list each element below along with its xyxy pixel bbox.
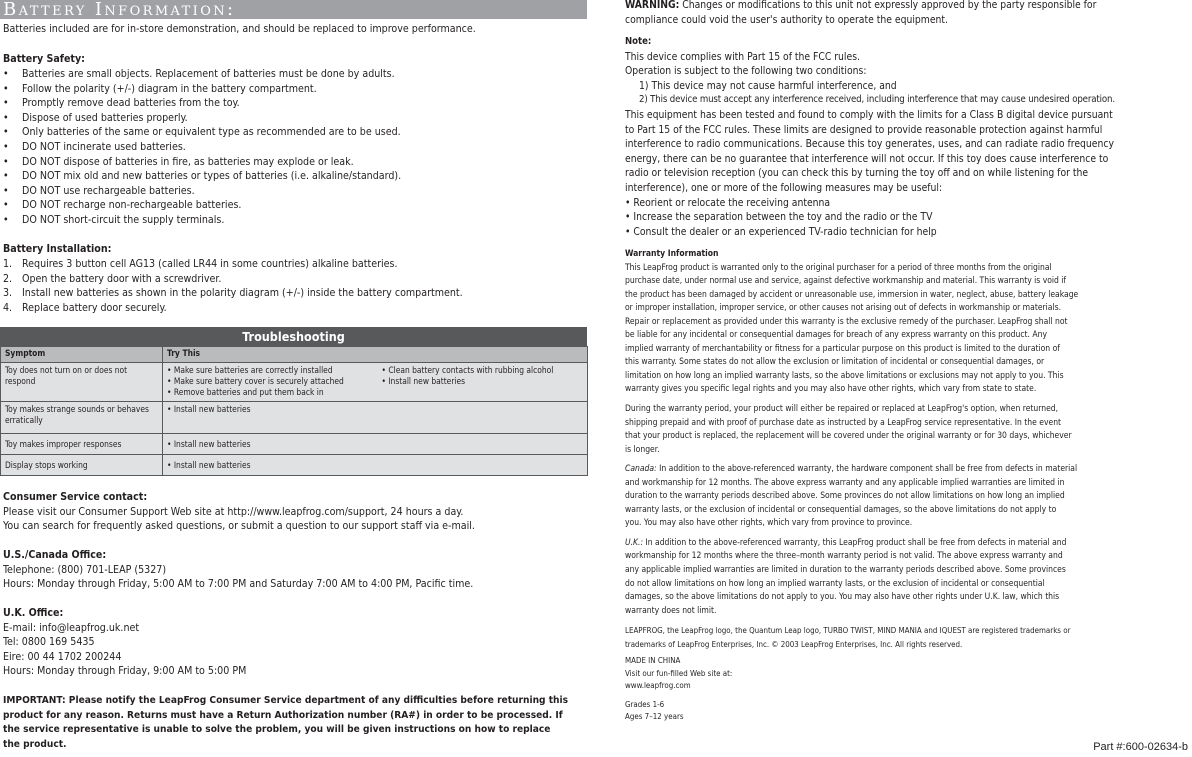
fix-cell: • Install new batteries bbox=[163, 455, 588, 476]
fcc-note: Note: This device complies with Part 15 of the FCC rules. Operation is subject to the following two conditions: 1) This device may not cause harmful interference, and 2) This device must accept any interference received, including interference that may cause undesired operation. This equipment has been tested and found to comply with the limits for a Class B digital device pursuant to Part 15 of the FCC rules. These limits are designed to provide reasonable protection against harmful interference to radio communications. Because this toy generates, uses, and can radiate radio frequency energy, there can be no guarantee that interference will not occur. If this toy does cause interference to radio or television reception (you can check this by turning the toy off and on while listening for the interference), one or more of the following measures may be useful: • Reorient or relocate the receiving antenna • Increase the separation between the toy and the radio or the TV • Consult the dealer or an experienced TV-radio technician for help bbox=[625, 36, 1115, 238]
uk-warranty-paragraph: U.K.: In addition to the above-referenced warranty, this LeapFrog product shall be free from defects in material and workmanship for 12 months where the three–month warranty period is not valid. The above express warranty and any applicable implied warranties are limited in duration to the warranty periods described above. Some provinces do not allow limitations on how long an implied warranty lasts, or the exclusion of incidental or consequential damages, so the above limitations do not apply to you. You may also have other rights under U.K. law, which this warranty does not limit. bbox=[625, 537, 1067, 616]
table-header-row bbox=[1, 347, 588, 363]
battery-intro: Batteries included are for in-store demonstration, and should be replaced to improve performance. bbox=[3, 23, 476, 35]
list-item: 4. Replace battery door securely. bbox=[3, 301, 167, 314]
us-office-section bbox=[3, 548, 473, 592]
uk-hours: Hours: Monday through Friday, 9:00 AM to 5:00 PM bbox=[3, 665, 247, 678]
fix-cell: • Make sure batteries are correctly installed • Make sure battery cover is securely attached • Remove batteries and put them back in bbox=[163, 363, 378, 402]
list-item: • DO NOT short-circuit the supply terminals. bbox=[3, 213, 225, 226]
canada-label: Canada: bbox=[625, 464, 657, 475]
symptom-cell: Toy does not turn on or does not respond bbox=[1, 363, 163, 402]
battery-info-banner: Battery Information: bbox=[0, 0, 587, 19]
troubleshooting-table bbox=[0, 346, 588, 476]
website-link[interactable]: www.leapfrog.com bbox=[625, 681, 691, 691]
warning-label: WARNING: bbox=[625, 0, 680, 11]
uk-tel: Tel: 0800 169 5435 bbox=[3, 636, 95, 649]
warranty-paragraph: This LeapFrog product is warranted only to the original purchaser for a period of three months from the original purchase date, under normal use and service, against defective workmanship and material. This warranty is void if the product has been damaged by accident or unreasonable use, immersion in water, neglect, abuse, battery leakage or improper installation, improper service, or other causes not arising out of defects in workmanship or materials. Repair or replacement as provided under this warranty is the exclusive remedy of the purchaser. LeapFrog shall not be liable for any incidental or consequential damages for breach of any express warranty on this product. Any implied warranty of merchantability or fitness for a particular purpose on this product is limited to the duration of this warranty. Some states do not allow the exclusion or limitation of incidental or consequential damages, or limitation on how long an implied warranty lasts, so the above limitations or exclusions may not apply to you. This warranty gives you specific legal rights and you may also have other rights, which vary from state to state. bbox=[625, 262, 1079, 395]
list-item: • Only batteries of the same or equivalent type as recommended are to be used. bbox=[3, 126, 401, 139]
list-item: • DO NOT use rechargeable batteries. bbox=[3, 184, 195, 197]
uk-label: U.K.: bbox=[625, 537, 644, 548]
battery-install-heading: Battery Installation: bbox=[3, 243, 112, 255]
us-hours: Hours: Monday through Friday, 5:00 AM to 7:00 PM and Saturday 7:00 AM to 4:00 PM, Pacific time. bbox=[3, 578, 474, 591]
made-in-china: MADE IN CHINA bbox=[625, 656, 681, 666]
table-row bbox=[1, 455, 588, 476]
visit-site-text: Visit our fun-filled Web site at: bbox=[625, 668, 733, 678]
note-label: Note: bbox=[625, 36, 652, 47]
symptom-column-header: Symptom bbox=[1, 347, 163, 363]
fix-cell: • Install new batteries bbox=[163, 434, 588, 455]
fix-cell: • Install new batteries bbox=[163, 402, 588, 434]
list-item: 1. Requires 3 button cell AG13 (called LR44 in some countries) alkaline batteries. bbox=[3, 258, 398, 270]
made-in-block bbox=[625, 655, 1078, 693]
troubleshooting-title: Troubleshooting bbox=[0, 327, 587, 347]
ages: Ages 7–12 years bbox=[625, 712, 684, 722]
uk-email: E-mail: info@leapfrog.uk.net bbox=[3, 621, 140, 634]
battery-safety-heading: Battery Safety: bbox=[3, 53, 85, 65]
warranty-heading: Warranty Information bbox=[625, 249, 719, 259]
support-email-line: You can search for frequently asked questions, or submit a question to our support staff via e-mail. bbox=[3, 520, 475, 533]
list-item: • Dispose of used batteries properly. bbox=[3, 111, 188, 124]
try-this-column-header: Try This bbox=[163, 347, 588, 363]
us-phone: Telephone: (800) 701-LEAP (5327) bbox=[3, 563, 167, 576]
list-item: • Promptly remove dead batteries from the toy. bbox=[3, 97, 240, 110]
consumer-service-section bbox=[3, 490, 475, 534]
list-item: • DO NOT dispose of batteries in fire, as batteries may explode or leak. bbox=[3, 155, 354, 168]
table-row bbox=[1, 402, 588, 434]
important-notice: IMPORTANT: Please notify the LeapFrog Consumer Service department of any difficulties before returning this product for any reason. Returns must have a Return Authorization number (RA#) in order to be processed. If the service representative is unable to solve the problem, you will be given instructions on how to replace the product. bbox=[3, 695, 569, 750]
list-item: • DO NOT recharge non-rechargeable batteries. bbox=[3, 199, 242, 212]
list-item: • Follow the polarity (+/-) diagram in the battery compartment. bbox=[3, 82, 317, 95]
battery-install-list bbox=[3, 257, 463, 315]
fcc-warning: WARNING: Changes or modifications to this unit not expressly approved by the party responsible for compliance could void the user's authority to operate the equipment. bbox=[625, 0, 1097, 26]
warranty-section bbox=[625, 248, 1078, 724]
list-item: • DO NOT incinerate used batteries. bbox=[3, 140, 186, 153]
warranty-period-paragraph: During the warranty period, your product will either be repaired or replaced at LeapFrog's option, when returned, shipping prepaid and with proof of purchase date as instructed by a LeapFrog service representative. In the event that your product is replaced, the replacement will be covered under the original warranty or for 30 days, whichever is longer. bbox=[625, 404, 1072, 455]
right-column bbox=[625, 0, 1192, 757]
grades: Grades 1-6 bbox=[625, 699, 665, 709]
us-office-heading: U.S./Canada Office: bbox=[3, 549, 107, 561]
canada-warranty-paragraph: Canada: In addition to the above-referenced warranty, the hardware component shall be free from defects in material and workmanship for 12 months. The above express warranty and any applicable implied warranties are limited in duration to the warranty periods described above. Some provinces do not allow limitations on how long an implied warranty lasts, or the exclusion of incidental or consequential damages, so the above limitations do not apply to you. You may also have other rights, which vary from province to province. bbox=[625, 464, 1078, 529]
consumer-service-heading: Consumer Service contact: bbox=[3, 491, 148, 503]
left-column bbox=[0, 0, 587, 757]
uk-office-heading: U.K. Office: bbox=[3, 607, 64, 619]
uk-eire: Eire: 00 44 1702 200244 bbox=[3, 650, 122, 663]
list-item: • Batteries are small objects. Replacement of batteries must be done by adults. bbox=[3, 68, 395, 80]
symptom-cell: Toy makes strange sounds or behaves erratically bbox=[1, 402, 163, 434]
table-row bbox=[1, 434, 588, 455]
trademark-notice: LEAPFROG, the LeapFrog logo, the Quantum Leap logo, TURBO TWIST, MIND MANIA and IQUEST are registered trademarks or trademarks of LeapFrog Enterprises, Inc. © 2003 LeapFrog Enterprises, Inc. All rights reserved. bbox=[625, 626, 1071, 650]
part-number: Part #:600-02634-b bbox=[1093, 741, 1188, 753]
uk-office-section bbox=[3, 606, 246, 679]
fix-cell: • Clean battery contacts with rubbing alcohol • Install new batteries bbox=[378, 363, 588, 402]
list-item: 3. Install new batteries as shown in the polarity diagram (+/-) inside the battery compartment. bbox=[3, 287, 463, 300]
symptom-cell: Display stops working bbox=[1, 455, 163, 476]
list-item: 2. Open the battery door with a screwdriver. bbox=[3, 272, 222, 285]
list-item: • DO NOT mix old and new batteries or types of batteries (i.e. alkaline/standard). bbox=[3, 170, 402, 183]
symptom-cell: Toy makes improper responses bbox=[1, 434, 163, 455]
battery-safety-list bbox=[3, 67, 401, 228]
age-grade-block bbox=[625, 699, 1078, 724]
support-site-line: Please visit our Consumer Support Web site at http://www.leapfrog.com/support, 24 hours a day. bbox=[3, 505, 464, 518]
table-row bbox=[1, 363, 588, 402]
